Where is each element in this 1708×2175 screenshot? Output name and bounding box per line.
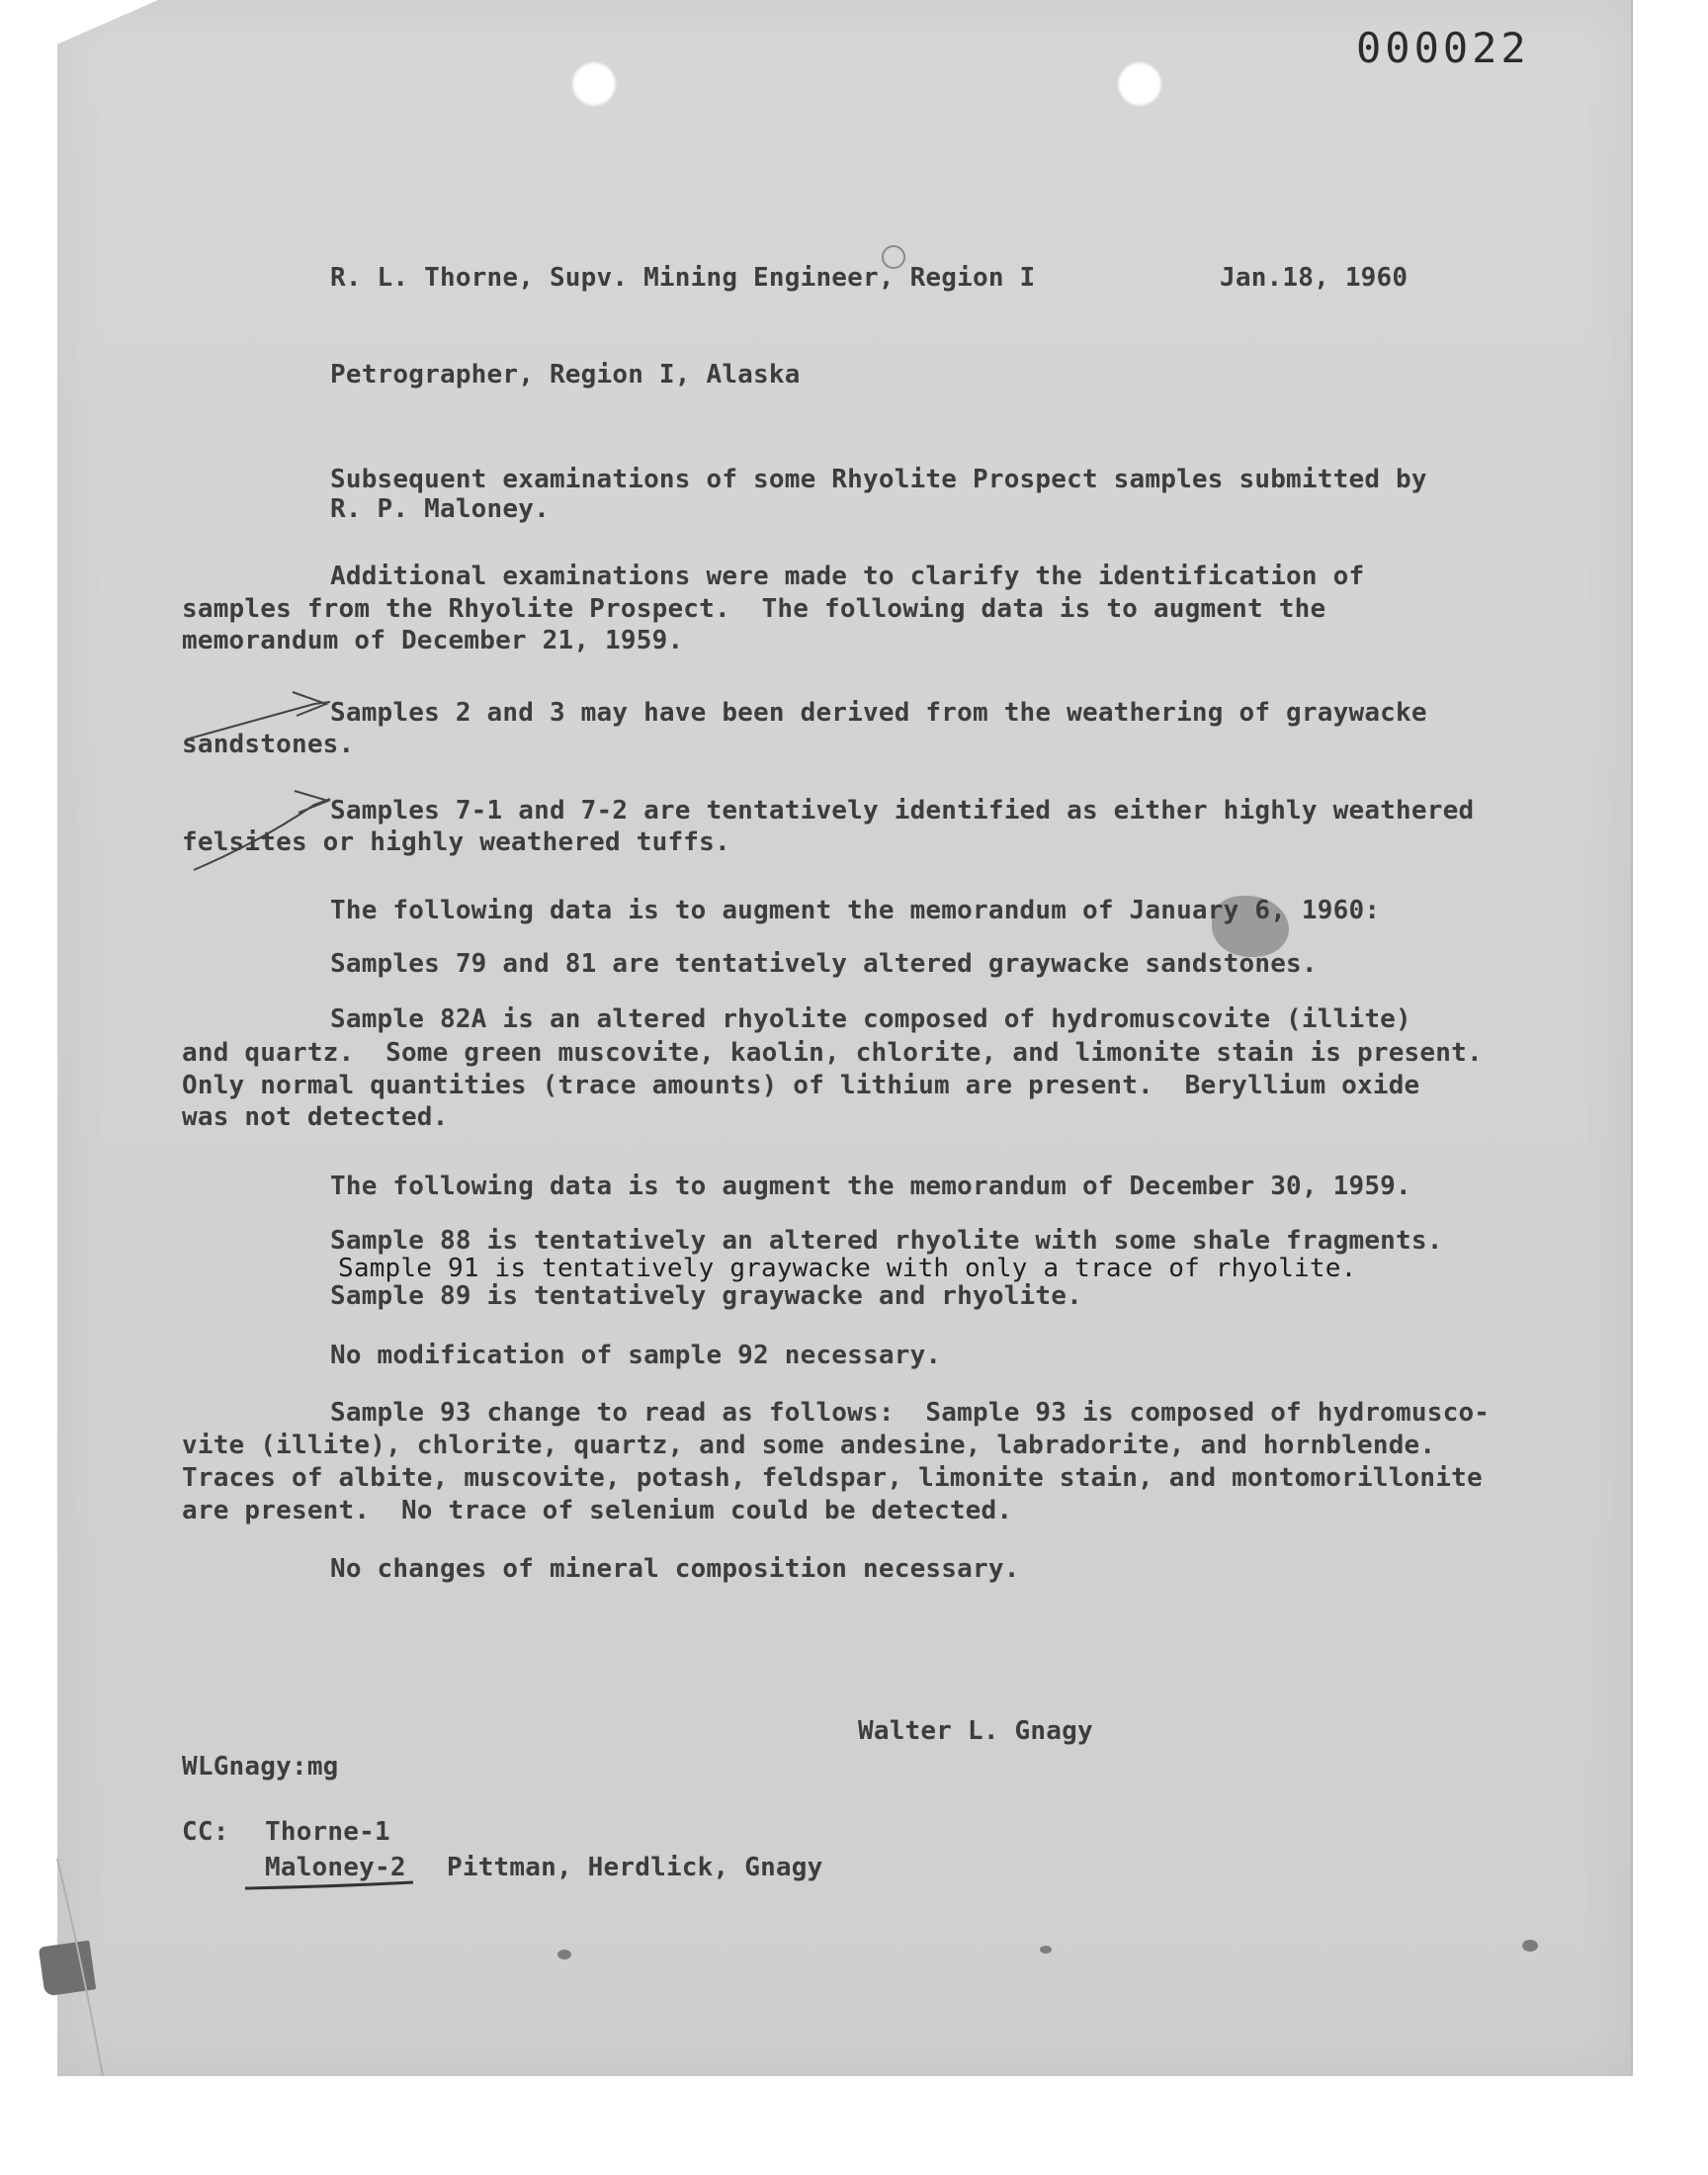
body-line: Samples 7-1 and 7-2 are tentatively identified as either highly weathered	[330, 796, 1475, 826]
body-line: The following data is to augment the memorandum of January 6, 1960:	[330, 896, 1381, 925]
cc-label: CC:	[182, 1817, 229, 1847]
body-line: Sample 93 change to read as follows: Sample 93 is composed of hydromusco-	[330, 1398, 1491, 1428]
body-line: sandstones.	[182, 730, 355, 759]
body-line: Traces of albite, muscovite, potash, feldspar, limonite stain, and montomorillonite	[182, 1463, 1483, 1493]
body-line: samples from the Rhyolite Prospect. The following data is to augment the	[182, 594, 1326, 624]
subject-line: R. P. Maloney.	[330, 494, 550, 524]
signature-name: Walter L. Gnagy	[858, 1716, 1093, 1746]
document-number: 000022	[1356, 24, 1530, 72]
body-line: Sample 88 is tentatively an altered rhyolite with some shale fragments.	[330, 1226, 1443, 1256]
body-line: Sample 89 is tentatively graywacke and rhyolite.	[330, 1281, 1082, 1311]
to-line: R. L. Thorne, Supv. Mining Engineer, Region I	[330, 263, 1036, 293]
body-line: No changes of mineral composition necessary.	[330, 1554, 1020, 1584]
body-line: are present. No trace of selenium could be detected.	[182, 1496, 1013, 1525]
body-line: Additional examinations were made to clarify the identification of	[330, 562, 1365, 591]
body-line: No modification of sample 92 necessary.	[330, 1341, 942, 1370]
body-line: Samples 79 and 81 are tentatively altered graywacke sandstones.	[330, 949, 1318, 979]
body-line: felsites or highly weathered tuffs.	[182, 827, 730, 857]
body-line: and quartz. Some green muscovite, kaolin, chlorite, and limonite stain is present.	[182, 1038, 1483, 1068]
from-line: Petrographer, Region I, Alaska	[330, 360, 801, 390]
body-line: was not detected.	[182, 1102, 449, 1132]
inserted-typed-line: Sample 91 is tentatively graywacke with only a trace of rhyolite.	[338, 1254, 1357, 1283]
body-line: Only normal quantities (trace amounts) of lithium are present. Beryllium oxide	[182, 1071, 1420, 1100]
cc-line-2-underlined: Maloney-2	[265, 1853, 406, 1882]
body-line: Samples 2 and 3 may have been derived from the weathering of graywacke	[330, 698, 1427, 728]
body-line: memorandum of December 21, 1959.	[182, 626, 684, 655]
cc-line-1: Thorne-1	[265, 1817, 390, 1847]
cc-line-2-rest: Pittman, Herdlick, Gnagy	[447, 1853, 823, 1882]
typist-initials: WLGnagy:mg	[182, 1752, 339, 1782]
subject-line: Subsequent examinations of some Rhyolite Prospect samples submitted by	[330, 465, 1427, 494]
body-line: Sample 82A is an altered rhyolite composed of hydromuscovite (illite)	[330, 1004, 1411, 1034]
body-line: The following data is to augment the memorandum of December 30, 1959.	[330, 1172, 1411, 1201]
body-line: vite (illite), chlorite, quartz, and some andesine, labradorite, and hornblende.	[182, 1431, 1436, 1460]
memo-date: Jan.18, 1960	[1220, 263, 1409, 293]
